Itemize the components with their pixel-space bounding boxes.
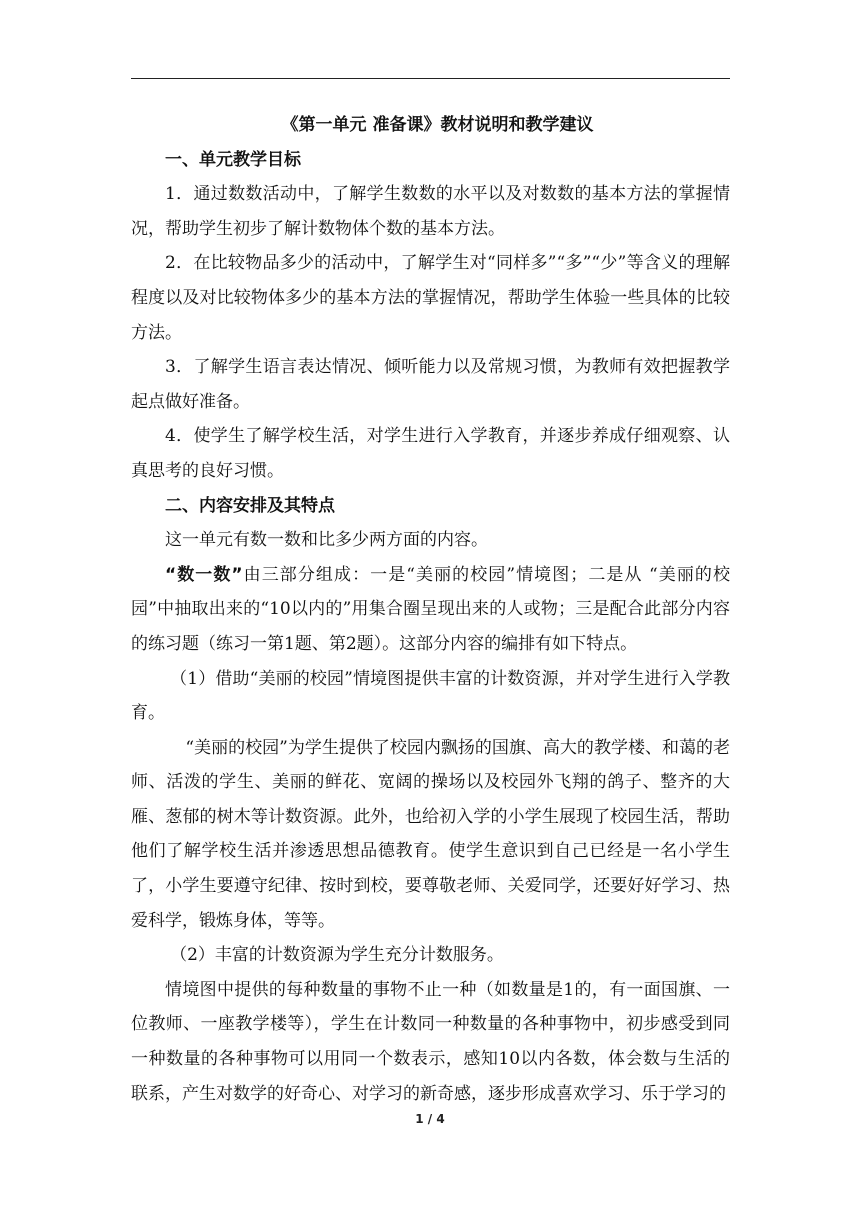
point-1-heading: （1）借助“美丽的校园”情境图提供丰富的计数资源，并对学生进行入学教育。 bbox=[131, 668, 730, 724]
point-1-detail: “美丽的校园”为学生提供了校园内飘扬的国旗、高大的教学楼、和蔼的老师、活泼的学生、美丽的鲜花、宽阔的操场以及校园外飞翔的鸽子、整齐的大雁、葱郁的树木等计数资源。此外，也给初入学的小学生展现了校园生活，帮助他们了解学校生活并渗透思想品德教育。使学生意识到自己已经是一名小学生了，小学生要遵守纪律、按时到校，要尊敬老师、关爱同学，还要好好学习、热爱科学，锻炼身体，等等。 bbox=[131, 737, 730, 931]
intro-paragraph: 这一单元有数一数和比多少两方面的内容。 bbox=[165, 530, 488, 551]
goal-paragraph-2: 2．在比较物品多少的活动中，了解学生对“同样多”“多”“少”等含义的理解程度以及对比较物体多少的基本方法的掌握情况，帮助学生体验一些具体的比较方法。 bbox=[131, 253, 730, 343]
document-body bbox=[131, 108, 730, 1111]
point-2-heading: （2）丰富的计数资源为学生充分计数服务。 bbox=[170, 945, 504, 966]
count-paragraph bbox=[131, 558, 730, 662]
section-heading-content: 二、内容安排及其特点 bbox=[165, 495, 335, 516]
header-rule bbox=[131, 78, 730, 79]
goal-paragraph-1: 1．通过数数活动中，了解学生数数的水平以及对数数的基本方法的掌握情况，帮助学生初步了解计数物体个数的基本方法。 bbox=[131, 184, 730, 239]
goal-paragraph-4: 4．使学生了解学校生活，对学生进行入学教育，并逐步养成仔细观察、认真思考的良好习惯。 bbox=[131, 426, 730, 481]
count-text: 由三部分组成：一是“美丽的校园”情境图；二是从 “美丽的校园”中抽取出来的“10以内的”用集合圈呈现出来的人或物；三是配合此部分内容的练习题（练习一第1题、第2题）。这部分内容的编排有如下特点。 bbox=[131, 564, 730, 654]
page-number: 1 / 4 bbox=[415, 1112, 445, 1126]
section-heading-goals: 一、单元教学目标 bbox=[165, 149, 301, 170]
document-title: 《第一单元 准备课》教材说明和教学建议 bbox=[281, 115, 594, 135]
goal-paragraph-3: 3．了解学生语言表达情况、倾听能力以及常规习惯，为教师有效把握教学起点做好准备。 bbox=[131, 357, 730, 412]
point-2-detail: 情境图中提供的每种数量的事物不止一种（如数量是1的，有一面国旗、一位教师、一座教学楼等），学生在计数同一种数量的各种事物中，初步感受到同一种数量的各种事物可以用同一个数表示，感知10以内各数，体会数与生活的联系，产生对数学的好奇心、对学习的新奇感，逐步形成喜欢学习、乐于学习的 bbox=[131, 979, 730, 1104]
count-lead: “数一数” bbox=[165, 564, 243, 585]
